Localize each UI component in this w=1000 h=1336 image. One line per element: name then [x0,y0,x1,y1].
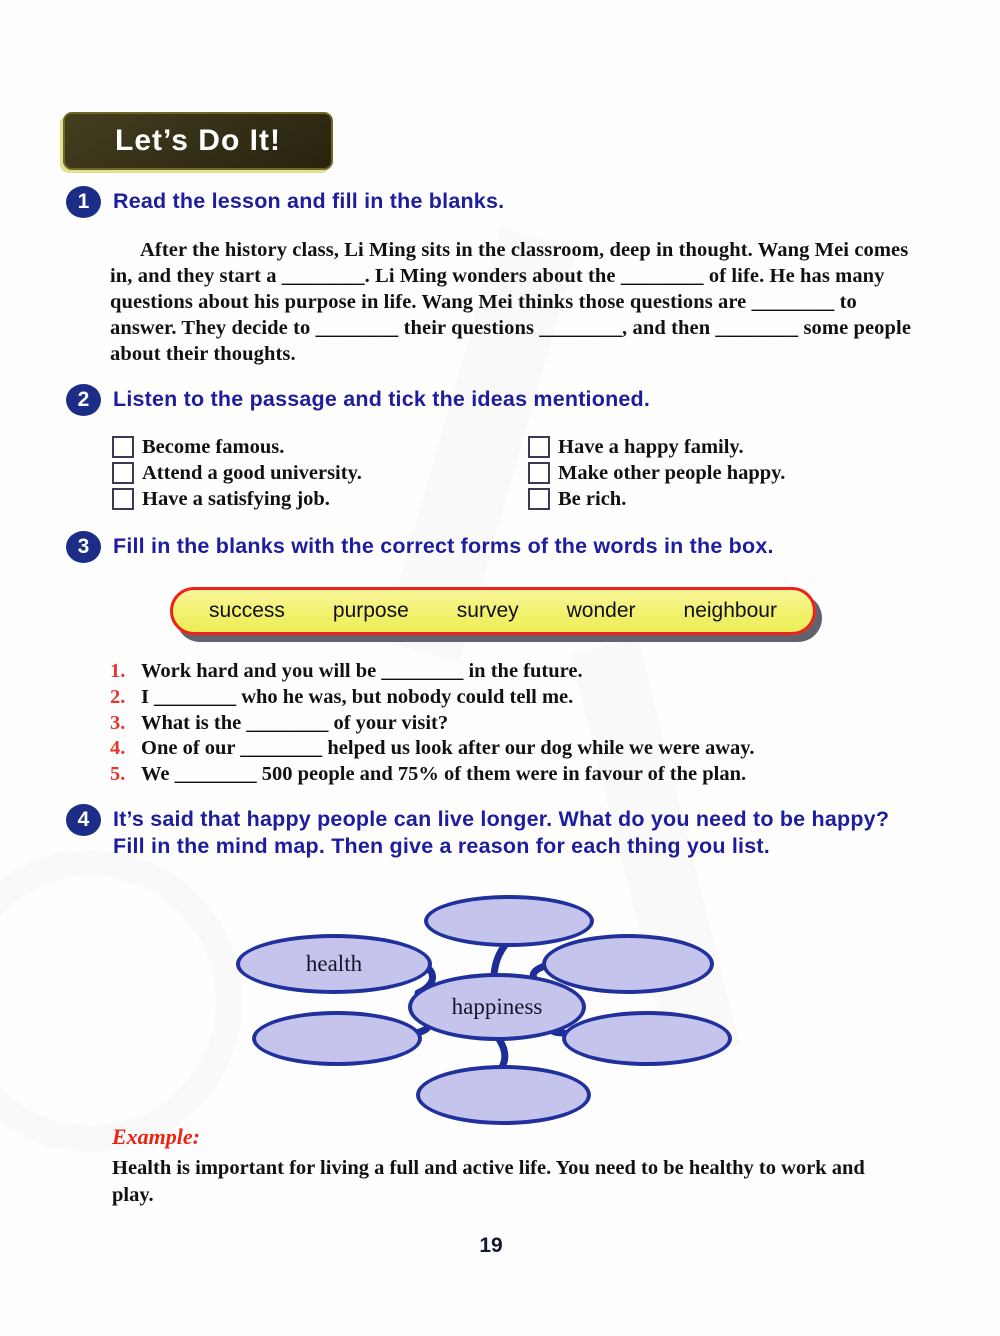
exercise-2-header [66,384,932,416]
exercise-3-title: Fill in the blanks with the correct forms of the words in the box. [113,534,774,558]
sentence-row [110,659,932,685]
mind-map-node-health [236,934,432,994]
node-label: happiness [451,994,543,1019]
mind-map-node-empty[interactable] [542,934,714,994]
exercise-number-badge: 2 [66,384,101,416]
exercise-3-header [66,531,932,563]
exercise-4-title: It’s said that happy people can live longer. What do you need to be happy? Fill in the mind map. Then give a reason for each thing you list. [113,807,890,858]
checkbox[interactable] [112,462,134,484]
option-label: Have a happy family. [558,435,744,458]
checkbox[interactable] [112,488,134,510]
sentence-text: I ________ who he was, but nobody could tell me. [141,685,574,708]
mind-map-node-happiness [408,973,586,1041]
sentence-row [110,736,932,762]
tick-option [112,462,528,485]
fill-in-sentences [110,659,932,788]
mind-map-node-empty[interactable] [424,895,594,947]
sentence-row [110,711,932,737]
happiness-mind-map [230,891,730,1131]
sentence-number: 5. [110,763,126,786]
option-label: Make other people happy. [558,461,786,484]
exercise-number-badge: 3 [66,531,101,563]
sentence-row [110,685,932,711]
exercise-number-badge: 1 [66,186,101,218]
sentence-number: 4. [110,737,126,760]
banner-label: Let’s Do It! [115,124,281,157]
sentence-row [110,762,932,788]
sentence-number: 3. [110,711,126,734]
exercise-3 [66,531,932,788]
example-block [112,1124,912,1209]
checkbox[interactable] [528,488,550,510]
tick-option [528,436,932,459]
exercise-4 [66,804,932,859]
tick-options [112,434,932,512]
sentence-number: 2. [110,685,126,708]
lets-do-it-banner [63,112,333,170]
checkbox[interactable] [528,462,550,484]
tick-option [528,462,932,485]
exercise-number-badge: 4 [66,804,101,836]
word-box-word: neighbour [683,599,777,622]
checkbox[interactable] [528,436,550,458]
exercise-1-paragraph: After the history class, Li Ming sits in the classroom, deep in thought. Wang Mei comes in, and they start a ________. Li Ming wonders about the ________ of life. He has many questions about his purpose in life. Wang Mei thinks those questions are ________ to answer. They decide to ________ their questions ________, and then ________ some people about their thoughts. [110,239,912,365]
mind-map-node-empty[interactable] [416,1065,591,1125]
option-label: Become famous. [142,435,285,458]
sentence-text: One of our ________ helped us look after our dog while we were away. [141,737,755,760]
mind-map-node-empty[interactable] [562,1011,732,1066]
exercise-1-header [66,186,932,218]
option-label: Attend a good university. [142,461,362,484]
word-box-word: success [209,599,285,622]
page-number: 19 [479,1234,503,1257]
tick-option [528,488,932,511]
checkbox[interactable] [112,436,134,458]
sentence-text: We ________ 500 people and 75% of them were in favour of the plan. [141,763,747,786]
exercise-1 [66,186,932,367]
word-box-word: purpose [332,599,409,622]
node-label: health [305,951,363,976]
mind-map-node-empty[interactable] [252,1011,422,1066]
watermark-shape [0,850,242,1152]
word-box-word: survey [456,599,519,622]
exercise-2-title: Listen to the passage and tick the ideas mentioned. [113,387,651,411]
exercise-2 [66,384,932,512]
sentence-text: What is the ________ of your visit? [141,711,449,734]
sentence-number: 1. [110,660,126,682]
example-text: Health is important for living a full and active life. You need to be healthy to work and play. [112,1157,865,1206]
tick-option [112,436,528,459]
exercise-4-header [66,804,932,859]
tick-option [112,488,528,511]
option-label: Have a satisfying job. [142,487,330,510]
sentence-text: Work hard and you will be ________ in the future. [141,660,583,682]
exercise-1-title: Read the lesson and fill in the blanks. [113,189,505,213]
example-label: Example: [112,1124,200,1149]
option-label: Be rich. [558,487,627,510]
word-box [170,587,816,635]
word-box-word: wonder [566,599,636,622]
